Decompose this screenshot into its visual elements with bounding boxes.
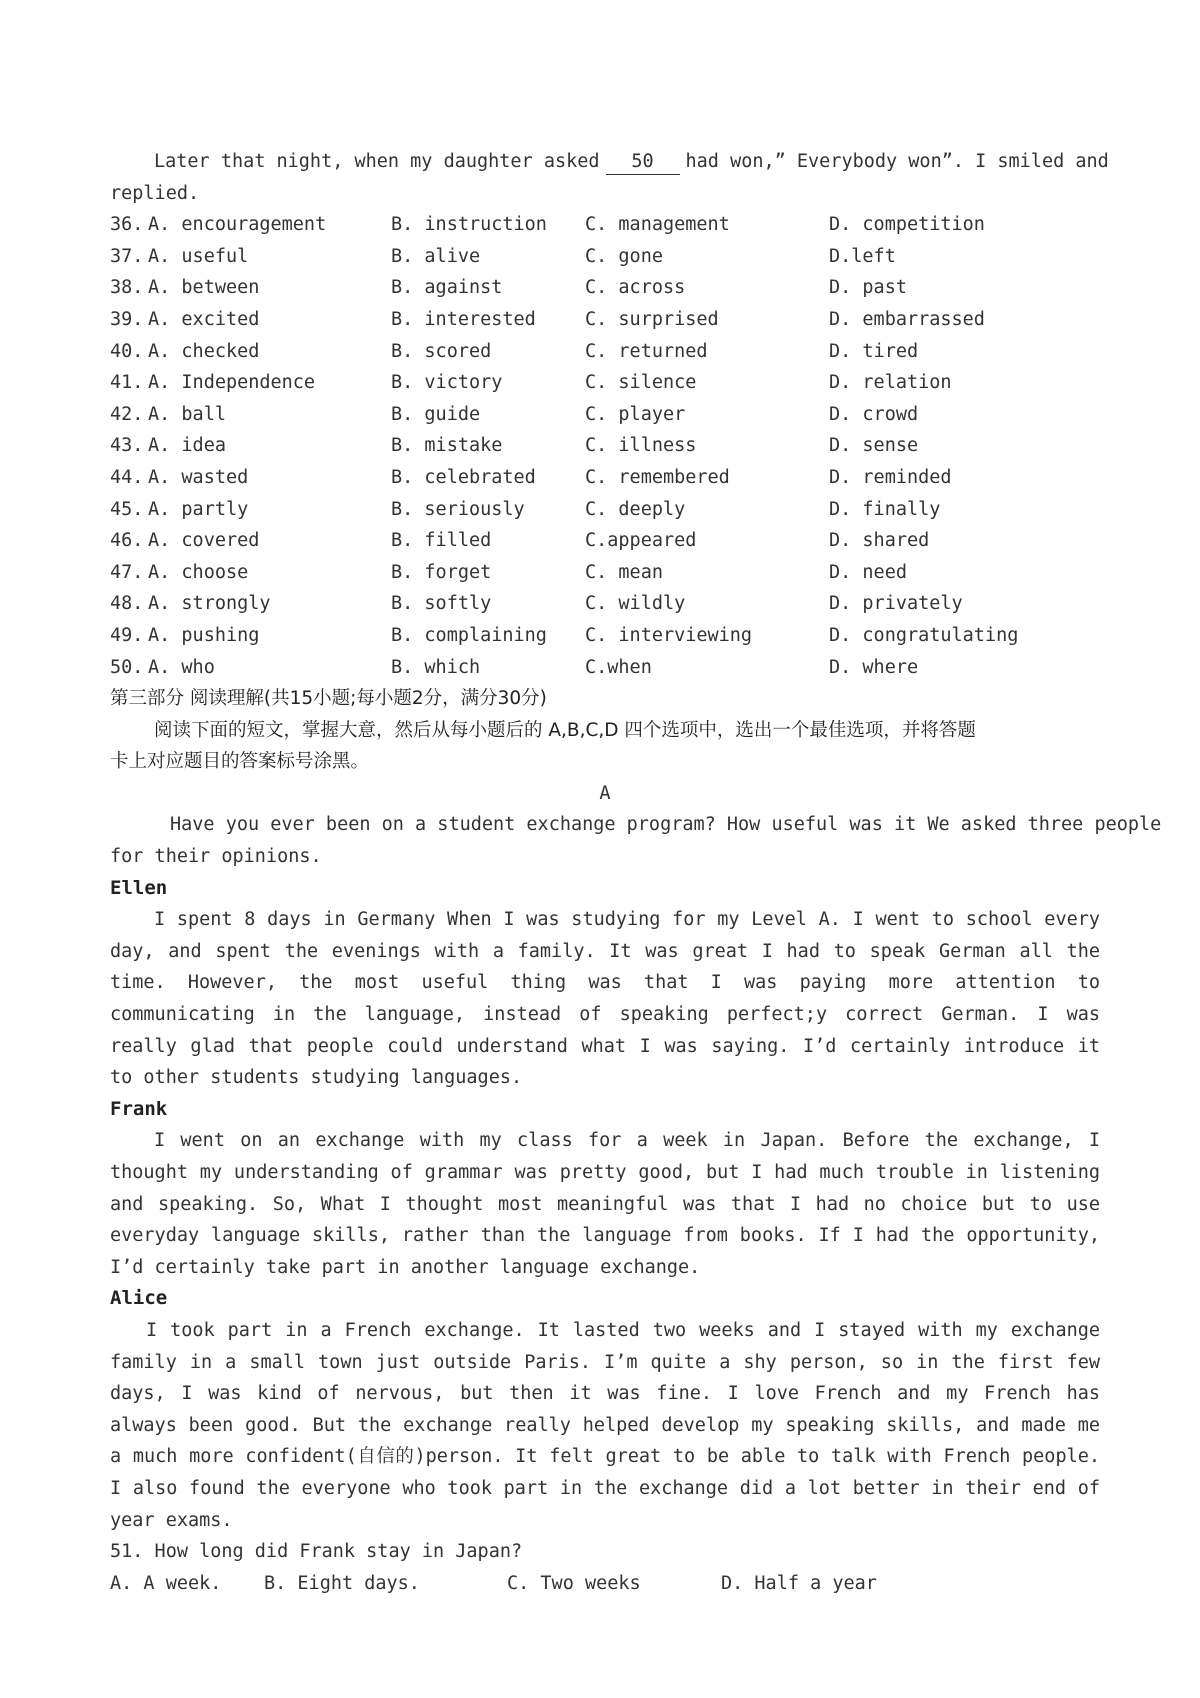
question-number: 37. xyxy=(110,245,144,267)
option-a: A. pushing xyxy=(148,624,260,646)
option-c: C. silence xyxy=(585,372,697,394)
option-b: B. softly xyxy=(391,593,492,615)
q51-option-c: C. Two weeks xyxy=(507,1572,641,1594)
question-row xyxy=(110,272,1100,304)
question-number: 48. xyxy=(110,593,144,615)
question-row xyxy=(110,241,1100,273)
cloze-options xyxy=(110,209,1100,683)
intro-line xyxy=(110,146,1109,178)
option-b: B. instruction xyxy=(391,214,547,236)
option-b: B. victory xyxy=(391,372,503,394)
question-row xyxy=(110,430,1100,462)
question-row xyxy=(110,494,1100,526)
question-number: 45. xyxy=(110,498,144,520)
option-d: D. reminded xyxy=(829,466,952,488)
option-a: A. Independence xyxy=(148,372,316,394)
option-d: D. need xyxy=(829,561,907,583)
q51-option-d: D. Half a year xyxy=(721,1572,877,1594)
option-c: C.appeared xyxy=(585,530,697,552)
question-51: 51. How long did Frank stay in Japan? xyxy=(110,1541,523,1563)
intro-after: had won,” Everybody won”. I smiled and xyxy=(685,151,1109,172)
option-c: C. player xyxy=(585,403,686,425)
question-row xyxy=(110,336,1100,368)
question-row xyxy=(110,462,1100,494)
intro-continuation: replied. xyxy=(110,182,200,204)
option-d: D. competition xyxy=(829,214,985,236)
option-b: B. alive xyxy=(391,245,481,267)
option-a: A. strongly xyxy=(148,593,271,615)
person-text-alice: I took part in a French exchange. It lasted two weeks and I stayed with my exchange family in a small town just outside Paris. I’m quite a shy person, so in the first few days, I was kind of nervous, but then it was fine. I love French and my French has always been good. But the exchange really helped develop my speaking skills, and made me a much more confident(自信的)person. It felt great to be able to talk with French people. I also found the everyone who took part in the exchange did a lot better in their end of year exams. xyxy=(110,1319,1100,1531)
option-c: C.when xyxy=(585,656,652,678)
person-text-frank: I went on an exchange with my class for a week in Japan. Before the exchange, I thought my understanding of grammar was pretty good, but I had much trouble in listening and speaking. So, What I thought most meaningful was that I had no choice but to use everyday language skills, rather than the language from books. If I had the opportunity, I’d certainly take part in another language exchange. xyxy=(110,1130,1100,1278)
option-c: C. across xyxy=(585,277,686,299)
option-a: A. partly xyxy=(148,498,249,520)
question-number: 40. xyxy=(110,340,144,362)
option-d: D. tired xyxy=(829,340,919,362)
option-b: B. filled xyxy=(391,530,492,552)
section-instructions-2: 卡上对应题目的答案标号涂黑。 xyxy=(110,751,370,773)
question-row xyxy=(110,557,1100,589)
person-name-ellen: Ellen xyxy=(110,876,168,899)
passage-label: A xyxy=(599,782,611,804)
person-text-ellen: I spent 8 days in Germany When I was studying for my Level A. I went to school every day, and spent the evenings with a family. It was great I had to speak German all the time. However, the most useful thing was that I was paying more attention to communicating in the language, instead of speaking perfect;y correct German. I was really glad that people could understand what I was saying. I’d certainly introduce it to other students studying languages. xyxy=(110,909,1100,1089)
option-b: B. against xyxy=(391,277,503,299)
option-a: A. wasted xyxy=(148,466,249,488)
option-d: D. shared xyxy=(829,530,930,552)
option-a: A. covered xyxy=(148,530,260,552)
question-number: 41. xyxy=(110,372,144,394)
question-number: 43. xyxy=(110,435,144,457)
question-number: 46. xyxy=(110,530,144,552)
option-d: D. embarrassed xyxy=(829,308,985,330)
option-b: B. forget xyxy=(391,561,492,583)
option-d: D. finally xyxy=(829,498,941,520)
option-c: C. returned xyxy=(585,340,708,362)
option-c: C. mean xyxy=(585,561,663,583)
option-a: A. between xyxy=(148,277,260,299)
question-number: 44. xyxy=(110,466,144,488)
option-b: B. mistake xyxy=(391,435,503,457)
option-b: B. seriously xyxy=(391,498,525,520)
option-a: A. idea xyxy=(148,435,226,457)
option-c: C. wildly xyxy=(585,593,686,615)
option-d: D.left xyxy=(829,245,896,267)
option-b: B. guide xyxy=(391,403,481,425)
question-row xyxy=(110,399,1100,431)
intro-before: Later that night, when my daughter asked xyxy=(154,151,600,172)
question-number: 42. xyxy=(110,403,144,425)
option-d: D. crowd xyxy=(829,403,919,425)
option-b: B. complaining xyxy=(391,624,547,646)
option-c: C. management xyxy=(585,214,730,236)
option-b: B. which xyxy=(391,656,481,678)
question-row xyxy=(110,588,1100,620)
option-d: D. where xyxy=(829,656,919,678)
option-c: C. remembered xyxy=(585,466,730,488)
option-c: C. deeply xyxy=(585,498,686,520)
question-number: 39. xyxy=(110,308,144,330)
option-b: B. celebrated xyxy=(391,466,536,488)
option-c: C. surprised xyxy=(585,308,719,330)
question-51-options xyxy=(110,1568,1100,1600)
question-row xyxy=(110,652,1100,684)
q51-option-b: B. Eight days. xyxy=(264,1572,420,1594)
question-row xyxy=(110,304,1100,336)
option-c: C. gone xyxy=(585,245,663,267)
option-c: C. interviewing xyxy=(585,624,753,646)
option-b: B. interested xyxy=(391,308,536,330)
option-a: A. excited xyxy=(148,308,260,330)
option-a: A. useful xyxy=(148,245,249,267)
section-heading: 第三部分 阅读理解(共15小题;每小题2分，满分30分) xyxy=(110,688,547,710)
question-row xyxy=(110,209,1100,241)
question-row xyxy=(110,620,1100,652)
option-d: D. sense xyxy=(829,435,919,457)
exam-page xyxy=(110,146,1162,1599)
person-name-frank: Frank xyxy=(110,1097,168,1120)
option-d: D. past xyxy=(829,277,907,299)
question-row xyxy=(110,525,1100,557)
question-number: 36. xyxy=(110,214,144,236)
question-number: 38. xyxy=(110,277,144,299)
option-d: D. congratulating xyxy=(829,624,1019,646)
option-a: A. ball xyxy=(148,403,226,425)
section-instructions-1: 阅读下面的短文，掌握大意，然后从每小题后的 A,B,C,D 四个选项中，选出一个最佳选项，并将答题 xyxy=(154,719,976,741)
option-a: A. encouragement xyxy=(148,214,327,236)
option-a: A. who xyxy=(148,656,215,678)
question-number: 50. xyxy=(110,656,144,678)
question-number: 47. xyxy=(110,561,144,583)
passage-intro-1: Have you ever been on a student exchange program? How useful was it We asked three people xyxy=(170,814,1162,836)
option-d: D. relation xyxy=(829,372,952,394)
option-b: B. scored xyxy=(391,340,492,362)
question-number: 49. xyxy=(110,624,144,646)
person-name-alice: Alice xyxy=(110,1287,168,1310)
q51-option-a: A. A week. xyxy=(110,1572,222,1594)
option-a: A. checked xyxy=(148,340,260,362)
option-d: D. privately xyxy=(829,593,963,615)
question-row xyxy=(110,367,1100,399)
answer-blank: 50 xyxy=(606,150,680,175)
option-c: C. illness xyxy=(585,435,697,457)
passage-intro-2: for their opinions. xyxy=(110,846,322,868)
option-a: A. choose xyxy=(148,561,249,583)
